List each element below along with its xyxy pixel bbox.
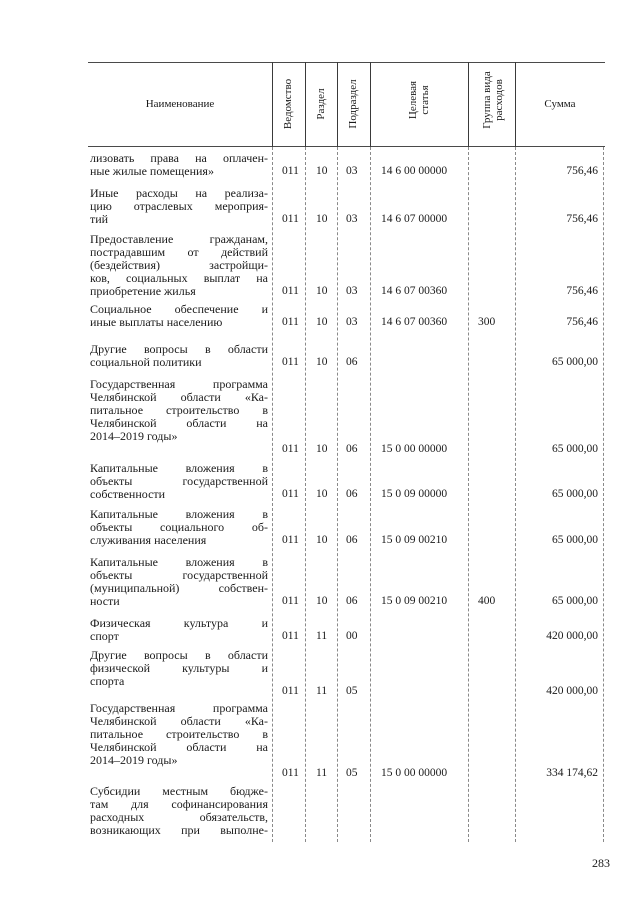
cell-ved: 011 — [282, 165, 299, 177]
cell-podr: 06 — [346, 488, 358, 500]
cell-ved: 011 — [282, 630, 299, 642]
cell-cel: 15 0 00 00000 — [381, 767, 448, 779]
cell-ved: 011 — [282, 213, 299, 225]
cell-cel: 15 0 09 00210 — [381, 595, 448, 607]
col-guide-5 — [468, 147, 469, 842]
cell-sum: 65 000,00 — [552, 595, 598, 607]
cell-ved: 011 — [282, 356, 299, 368]
cell-razd: 10 — [316, 534, 328, 546]
cell-ved: 011 — [282, 488, 299, 500]
cell-grp: 400 — [478, 595, 496, 607]
col-guide-6 — [515, 147, 516, 842]
row-name: Социальное обеспечение и иные выплаты населению — [90, 302, 268, 329]
row-name: лизовать права на оплачен- ные жилые помещения» — [90, 151, 268, 178]
page-number: 283 — [592, 856, 610, 870]
row-name: Капитальные вложения в объекты социального об- служивания населения — [90, 507, 268, 547]
cell-razd: 10 — [316, 356, 328, 368]
cell-sum: 334 174,62 — [546, 767, 598, 779]
row-name: Физическая культура и спорт — [90, 616, 268, 643]
cell-ved: 011 — [282, 767, 299, 779]
header-gruppa: Группа вида расходов — [481, 71, 505, 129]
cell-ved: 011 — [282, 443, 299, 455]
col-guide-1 — [272, 147, 273, 842]
cell-cel: 15 0 09 00000 — [381, 488, 448, 500]
cell-podr: 03 — [346, 316, 358, 328]
cell-sum: 756,46 — [566, 165, 598, 177]
cell-cel: 14 6 07 00360 — [381, 285, 448, 297]
cell-sum: 65 000,00 — [552, 534, 598, 546]
cell-razd: 10 — [316, 488, 328, 500]
cell-razd: 10 — [316, 213, 328, 225]
cell-cel: 14 6 00 00000 — [381, 165, 448, 177]
cell-cel: 14 6 07 00000 — [381, 213, 448, 225]
cell-podr: 06 — [346, 443, 358, 455]
row-name: Предоставление гражданам, пострадавшим от действий (бездействия) застройщи- ков, социальных выплат на приобретение жилья — [90, 232, 268, 298]
cell-ved: 011 — [282, 685, 299, 697]
header-razdel: Раздел — [315, 88, 327, 120]
header-sep-1 — [272, 62, 273, 147]
header-vedomstvo: Ведомство — [282, 78, 294, 130]
cell-cel: 14 6 07 00360 — [381, 316, 448, 328]
row-name: Субсидии местным бюдже- там для софинансирования расходных обязательств, возникающих при выполне- — [90, 784, 268, 837]
cell-sum: 756,46 — [566, 285, 598, 297]
header-name: Наименование — [145, 98, 215, 110]
cell-podr: 06 — [346, 595, 358, 607]
row-name: Другие вопросы в области физической культуры и спорта — [90, 648, 268, 688]
cell-ved: 011 — [282, 316, 299, 328]
cell-sum: 65 000,00 — [552, 488, 598, 500]
cell-razd: 10 — [316, 316, 328, 328]
cell-sum: 756,46 — [566, 213, 598, 225]
cell-podr: 05 — [346, 685, 358, 697]
header-sep-2 — [305, 62, 306, 147]
cell-ved: 011 — [282, 595, 299, 607]
row-name: Государственная программа Челябинской области «Ка- питальное строительство в Челябинской области на 2014–2019 годы» — [90, 701, 268, 767]
cell-razd: 11 — [316, 685, 328, 697]
header-celevaya: Целевая статья — [407, 80, 431, 120]
cell-podr: 03 — [346, 165, 358, 177]
cell-podr: 06 — [346, 534, 358, 546]
header-sep-5 — [468, 62, 469, 147]
col-guide-3 — [337, 147, 338, 842]
cell-sum: 756,46 — [566, 316, 598, 328]
cell-razd: 10 — [316, 443, 328, 455]
col-guide-2 — [305, 147, 306, 842]
col-guide-4 — [370, 147, 371, 842]
row-name: Государственная программа Челябинской области «Ка- питальное строительство в Челябинской области на 2014–2019 годы» — [90, 377, 268, 443]
cell-podr: 06 — [346, 356, 358, 368]
header-sep-4 — [370, 62, 371, 147]
header-sep-3 — [337, 62, 338, 147]
cell-sum: 420 000,00 — [546, 630, 598, 642]
cell-razd: 10 — [316, 595, 328, 607]
cell-razd: 10 — [316, 285, 328, 297]
cell-sum: 420 000,00 — [546, 685, 598, 697]
cell-sum: 65 000,00 — [552, 443, 598, 455]
cell-podr: 00 — [346, 630, 358, 642]
row-name: Иные расходы на реализа- цию отраслевых мероприя- тий — [90, 186, 268, 226]
cell-cel: 15 0 09 00210 — [381, 534, 448, 546]
cell-ved: 011 — [282, 285, 299, 297]
cell-sum: 65 000,00 — [552, 356, 598, 368]
row-name: Другие вопросы в области социальной политики — [90, 342, 268, 369]
cell-razd: 11 — [316, 630, 328, 642]
header-sep-6 — [515, 62, 516, 147]
cell-razd: 10 — [316, 165, 328, 177]
col-guide-7 — [603, 147, 604, 842]
row-name: Капитальные вложения в объекты государственной собственности — [90, 461, 268, 501]
cell-cel: 15 0 00 00000 — [381, 443, 448, 455]
cell-grp: 300 — [478, 316, 496, 328]
cell-ved: 011 — [282, 534, 299, 546]
cell-podr: 03 — [346, 213, 358, 225]
header-summa: Сумма — [544, 98, 576, 110]
cell-podr: 03 — [346, 285, 358, 297]
row-name: Капитальные вложения в объекты государственной (муниципальной) собствен- ности — [90, 555, 268, 608]
cell-podr: 05 — [346, 767, 358, 779]
cell-razd: 11 — [316, 767, 328, 779]
header-podrazdel: Подраздел — [347, 79, 359, 129]
